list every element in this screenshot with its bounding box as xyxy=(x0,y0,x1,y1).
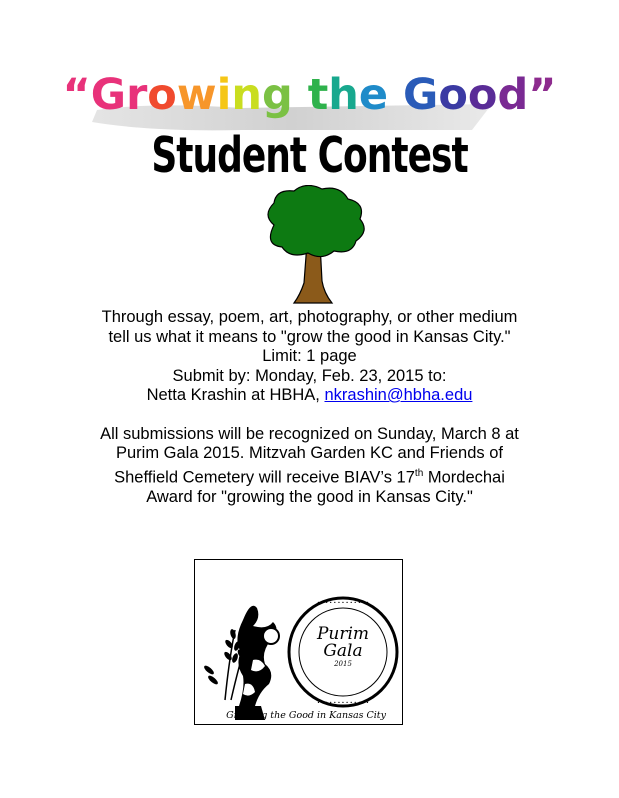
paragraph-gap xyxy=(0,406,619,425)
svg-text:• • • • • • • • • • • • •: • • • • • • • • • • • • • xyxy=(317,701,369,706)
award-text-end: Mordechai xyxy=(423,468,505,486)
recognition-line xyxy=(0,464,619,488)
contest-subtitle xyxy=(0,128,619,185)
tree-icon xyxy=(260,185,368,307)
description-line: Through essay, poem, art, photography, or other medium xyxy=(101,308,518,326)
title-letter: ” xyxy=(528,70,557,120)
title-letter xyxy=(388,70,403,120)
title-letter: n xyxy=(231,70,262,120)
purim-gala-wordmark xyxy=(303,626,383,668)
deadline-line: Submit by: Monday, Feb. 23, 2015 to: xyxy=(172,366,447,385)
description-line: tell us what it means to "grow the good in Kansas City." xyxy=(108,327,511,346)
email-link[interactable]: nkrashin@hbha.edu xyxy=(324,386,473,404)
title-letter: g xyxy=(261,70,293,120)
contest-title xyxy=(0,70,619,120)
svg-text:• • • • • • • • • • • • •: • • • • • • • • • • • • • xyxy=(317,601,369,606)
ordinal-suffix: th xyxy=(414,467,424,479)
title-letter: o xyxy=(147,70,177,120)
title-letter: i xyxy=(216,70,232,120)
recognition-line: Award for "growing the good in Kansas City." xyxy=(146,487,473,506)
gala-word: Gala xyxy=(323,641,363,661)
title-letter xyxy=(293,70,308,120)
recognition-line: Purim Gala 2015. Mitzvah Garden KC and Friends of xyxy=(115,444,504,462)
title-letter: r xyxy=(126,70,148,120)
title-letter: o xyxy=(467,70,498,120)
limit-line: Limit: 1 page xyxy=(262,347,357,365)
purim-gala-logo xyxy=(194,559,403,725)
title-letter: w xyxy=(176,70,217,120)
title-letter: e xyxy=(358,70,389,120)
title-letter: G xyxy=(403,70,439,120)
title-letter: h xyxy=(328,70,359,120)
award-text: Sheffield Cemetery will receive BIAV’s 17 xyxy=(114,468,415,486)
subtitle-text: Student Contest xyxy=(151,128,468,185)
contest-description xyxy=(0,308,619,507)
gala-year: 2015 xyxy=(334,660,352,668)
logo-caption: Growing the Good in Kansas City xyxy=(226,710,386,721)
title-letter: o xyxy=(438,70,468,120)
recognition-line: All submissions will be recognized on Sunday, March 8 at xyxy=(100,424,519,443)
title-letter: “ xyxy=(62,70,91,120)
title-letter: t xyxy=(307,70,329,120)
title-letter: d xyxy=(497,70,529,120)
title-letter: G xyxy=(90,70,127,120)
contact-name: Netta Krashin at HBHA, xyxy=(146,386,320,404)
contact-line xyxy=(0,386,619,406)
purim-word: Purim xyxy=(316,624,370,644)
